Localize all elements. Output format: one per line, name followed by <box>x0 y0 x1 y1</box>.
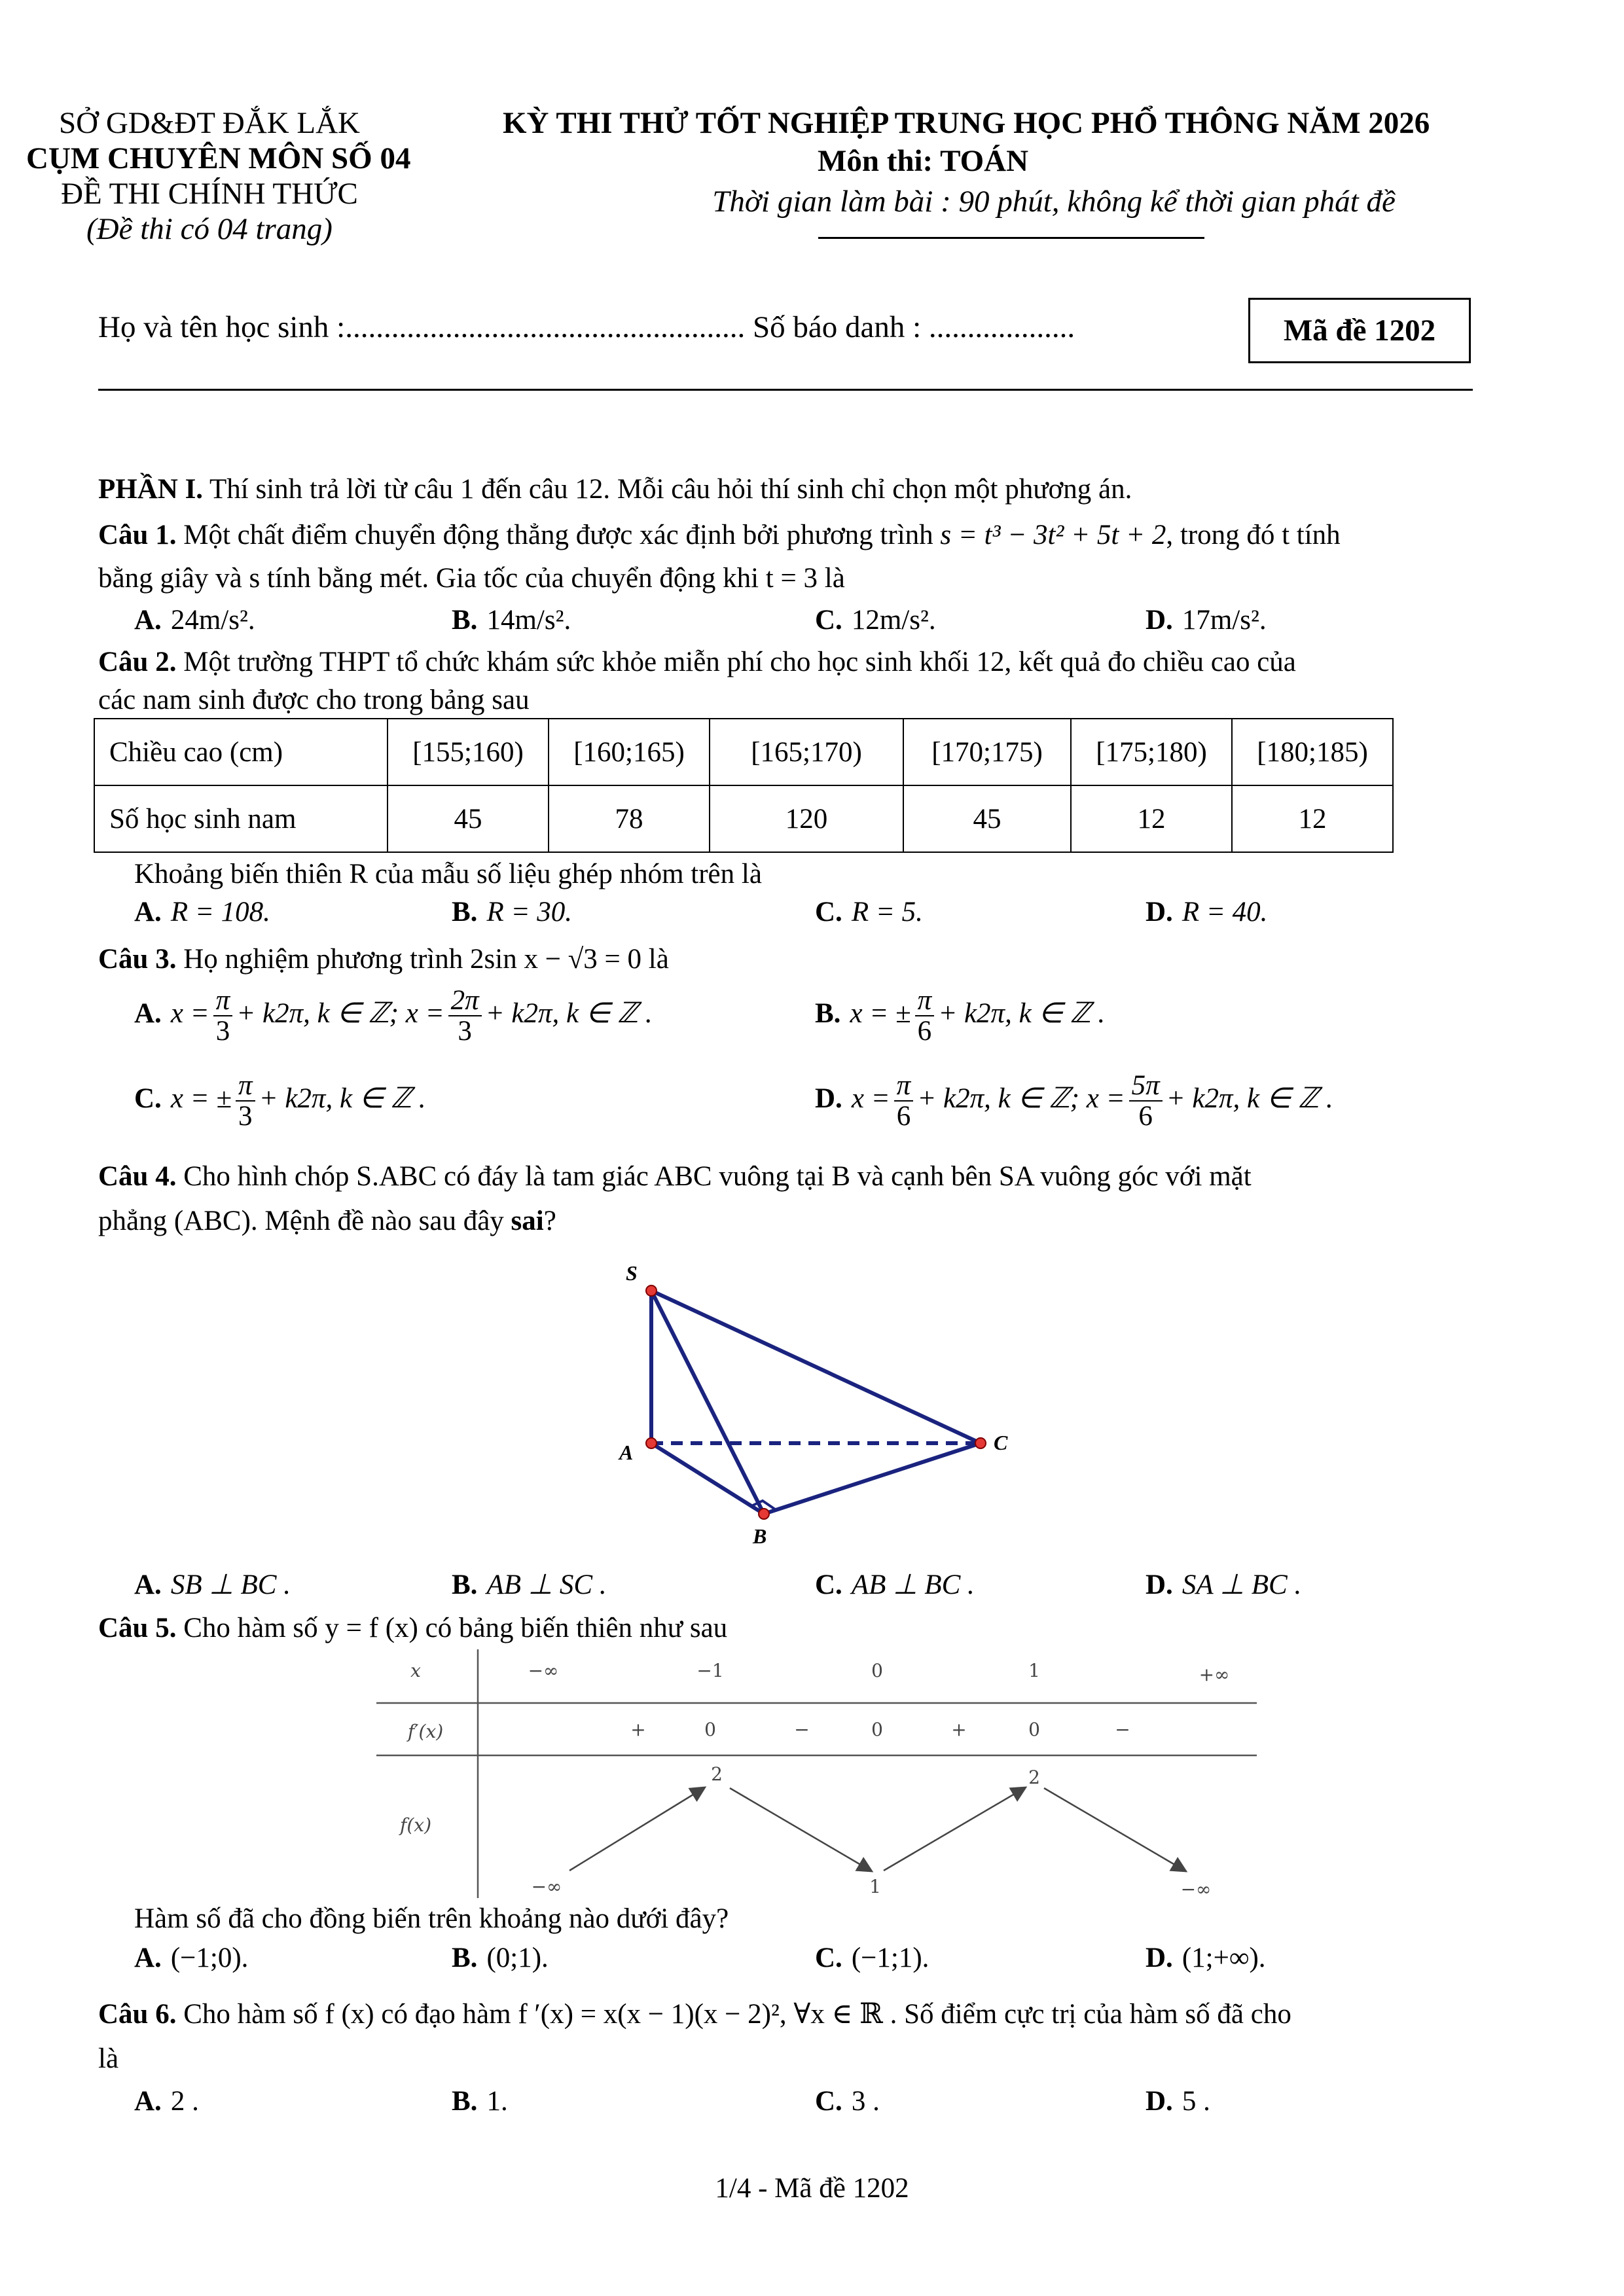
q2-label: Câu 2. <box>98 647 177 677</box>
title-underline <box>818 237 1204 239</box>
q6-option-a-text: 2 . <box>170 2086 199 2117</box>
page-footer: 1/4 - Mã đề 1202 <box>715 2173 909 2204</box>
point-c <box>975 1438 986 1448</box>
q3-option-b[interactable]: B. x = ± $\frac{\pi}{6}$ + k2π, k ∈ ℤ . <box>815 985 1106 1047</box>
q5-option-b[interactable]: B. (0;1). <box>452 1943 549 1973</box>
vt-f-bottom: 1 <box>869 1876 881 1897</box>
header-divider <box>98 389 1473 391</box>
fraction-denominator: 6 <box>1138 1101 1153 1132</box>
fraction-numerator: 5π <box>1129 1071 1163 1102</box>
q2-option-d[interactable]: D. R = 40. <box>1146 897 1268 927</box>
label-b: B <box>753 1524 767 1548</box>
fraction-denominator: 6 <box>896 1101 911 1132</box>
q3-a-mid: + k2π, k ∈ ℤ; x = <box>236 998 444 1030</box>
part1-heading: PHẦN I. <box>98 474 204 505</box>
table-row <box>94 719 1393 785</box>
table-cell: 12 <box>1232 785 1393 852</box>
subject-label: Môn thi: TOÁN <box>817 144 1029 178</box>
table-header-count: Số học sinh nam <box>94 785 388 852</box>
variation-table <box>376 1649 1257 1898</box>
q6-option-a[interactable]: A. 2 . <box>134 2086 199 2117</box>
vt-sign: − <box>1115 1719 1130 1740</box>
q2-option-d-text: R = 40. <box>1182 897 1268 927</box>
edge-bc <box>764 1443 981 1514</box>
q2-option-a-text: R = 108. <box>170 897 270 927</box>
q4-line2-a: phẳng (ABC). Mệnh đề nào sau đây <box>98 1206 511 1236</box>
vt-fprime-label: f′(x) <box>407 1721 444 1742</box>
fraction-numerator: π <box>915 986 935 1016</box>
table-cell: 45 <box>388 785 549 852</box>
q1-option-b-text: 14m/s². <box>486 605 571 636</box>
q5-option-b-text: (0;1). <box>486 1943 549 1973</box>
q4-line2 <box>98 1204 556 1238</box>
q4-option-a[interactable]: A. SB ⊥ BC . <box>134 1570 291 1600</box>
q5-option-c[interactable]: C. (−1;1). <box>815 1943 929 1973</box>
q4-option-b-text: AB ⊥ SC . <box>486 1570 607 1600</box>
q3-a-pre: x = <box>170 998 209 1030</box>
q3-c-pre: x = ± <box>170 1083 232 1115</box>
q6-label: Câu 6. <box>98 1999 177 2030</box>
vt-arrow-up <box>884 1788 1024 1871</box>
q6-option-d-text: 5 . <box>1182 2086 1210 2117</box>
q1-label: Câu 1. <box>98 520 177 550</box>
q3-d-mid: + k2π, k ∈ ℤ; x = <box>917 1083 1125 1115</box>
q3-text: Họ nghiệm phương trình 2sin x − √3 = 0 là <box>176 944 669 975</box>
q1-option-c-text: 12m/s². <box>851 605 936 636</box>
vt-f-top: 2 <box>711 1763 723 1785</box>
q4-option-d-text: SA ⊥ BC . <box>1182 1570 1302 1600</box>
q1-option-b[interactable]: B. 14m/s². <box>452 605 571 636</box>
q5-option-d-text: (1;+∞). <box>1182 1943 1266 1973</box>
q1-equation: s = t³ − 3t² + 5t + 2 <box>940 520 1166 550</box>
q5-option-c-text: (−1;1). <box>851 1943 929 1973</box>
q5-option-a-text: (−1;0). <box>170 1943 249 1973</box>
q2-option-c-text: R = 5. <box>851 897 923 927</box>
vt-arrow-down <box>1044 1788 1185 1871</box>
q1-line1 <box>98 518 1341 552</box>
q4-line2-bold: sai <box>511 1206 544 1236</box>
vt-x-value: −∞ <box>528 1660 559 1681</box>
q6-option-c[interactable]: C. 3 . <box>815 2086 880 2117</box>
q4-text: Cho hình chóp S.ABC có đáy là tam giác ABC vuông tại B và cạnh bên SA vuông góc với mặt <box>176 1161 1252 1192</box>
q3-c-post: + k2π, k ∈ ℤ . <box>259 1083 426 1115</box>
student-info-line: Họ và tên học sinh :.................................................... Số báo danh : ................... <box>98 310 1075 344</box>
q3-line1 <box>98 942 669 977</box>
fraction-numerator: π <box>236 1071 255 1102</box>
q3-option-d[interactable]: D. x = $\frac{\pi}{6}$ + k2π, k ∈ ℤ; x = $\frac{5\pi}{6}$ + k2π, k ∈ ℤ . <box>815 1070 1333 1132</box>
q4-option-c[interactable]: C. AB ⊥ BC . <box>815 1570 975 1600</box>
q2-option-c[interactable]: C. R = 5. <box>815 897 923 927</box>
q4-option-c-text: AB ⊥ BC . <box>851 1570 975 1600</box>
q1-option-a[interactable]: A. 24m/s². <box>134 605 255 636</box>
q5-after-text: Hàm số đã cho đồng biến trên khoảng nào dưới đây? <box>134 1903 729 1934</box>
vt-x-value: +∞ <box>1199 1664 1230 1685</box>
q5-text: Cho hàm số y = f (x) có bảng biến thiên như sau <box>176 1613 728 1643</box>
vt-f-bottom: −∞ <box>1180 1878 1212 1898</box>
fraction-denominator: 3 <box>215 1016 230 1047</box>
q1-option-a-text: 24m/s². <box>170 605 255 636</box>
q1-option-d[interactable]: D. 17m/s². <box>1146 605 1267 636</box>
q2-after-text: Khoảng biến thiên R của mẫu số liệu ghép nhóm trên là <box>134 859 762 889</box>
q1-text-b: , trong đó t tính <box>1166 520 1341 550</box>
fraction-denominator: 3 <box>238 1101 253 1132</box>
q2-line1 <box>98 645 1296 679</box>
point-s <box>646 1285 657 1296</box>
q4-option-a-text: SB ⊥ BC . <box>170 1570 291 1600</box>
q2-option-b-text: R = 30. <box>486 897 572 927</box>
table-cell: 78 <box>549 785 710 852</box>
q6-line2: là <box>98 2043 119 2074</box>
q1-line2: bằng giây và s tính bằng mét. Gia tốc của chuyển động khi t = 3 là <box>98 563 845 594</box>
table-cell: [160;165) <box>549 719 710 785</box>
q6-option-c-text: 3 . <box>851 2086 880 2117</box>
official-label: ĐỀ THI CHÍNH THỨC <box>61 177 358 211</box>
fraction-numerator: π <box>213 986 233 1016</box>
dept-name: SỞ GD&ĐT ĐẮK LẮK <box>59 106 360 140</box>
table-cell: [165;170) <box>710 719 903 785</box>
q5-option-d[interactable]: D. (1;+∞). <box>1146 1943 1266 1973</box>
table-cell: [155;160) <box>388 719 549 785</box>
q5-label: Câu 5. <box>98 1613 177 1643</box>
vt-sign: + <box>630 1719 646 1740</box>
q6-option-b-text: 1. <box>486 2086 508 2117</box>
point-a <box>646 1438 657 1448</box>
q3-option-c[interactable]: C. x = ± $\frac{\pi}{3}$ + k2π, k ∈ ℤ . <box>134 1070 426 1132</box>
q6-line1 <box>98 1998 1291 2032</box>
table-cell: 45 <box>903 785 1071 852</box>
pyramid-figure <box>589 1244 1047 1558</box>
vt-x-label: x <box>410 1660 421 1681</box>
q2-text: Một trường THPT tổ chức khám sức khỏe miễn phí cho học sinh khối 12, kết quả đo chiều cao của <box>176 647 1296 677</box>
vt-sign: 0 <box>871 1719 883 1740</box>
part1-instruction <box>98 473 1132 507</box>
exam-title: KỲ THI THỬ TỐT NGHIỆP TRUNG HỌC PHỔ THÔNG NĂM 2026 <box>503 106 1430 140</box>
fraction-numerator: 2π <box>448 986 482 1016</box>
height-frequency-table <box>94 718 1394 853</box>
q3-label: Câu 3. <box>98 944 177 975</box>
vt-sign: − <box>794 1719 810 1740</box>
vt-f-top: 2 <box>1028 1767 1040 1788</box>
q1-text-a: Một chất điểm chuyển động thẳng được xác định bởi phương trình <box>176 520 941 550</box>
vt-x-value: −1 <box>696 1660 724 1681</box>
vt-sign: 0 <box>704 1719 716 1740</box>
q3-d-post: + k2π, k ∈ ℤ . <box>1166 1083 1333 1115</box>
exam-code-box: Mã đề 1202 <box>1248 298 1471 363</box>
q1-option-d-text: 17m/s². <box>1182 605 1267 636</box>
q3-b-pre: x = ± <box>850 998 911 1030</box>
table-cell: 12 <box>1071 785 1232 852</box>
table-cell: [175;180) <box>1071 719 1232 785</box>
vt-x-value: 1 <box>1028 1660 1040 1681</box>
q3-a-post: + k2π, k ∈ ℤ . <box>485 998 653 1030</box>
q4-option-d[interactable]: D. SA ⊥ BC . <box>1146 1570 1302 1600</box>
vt-sign: 0 <box>1028 1719 1040 1740</box>
table-cell: 120 <box>710 785 903 852</box>
duration-text: Thời gian làm bài : 90 phút, không kể thời gian phát đề <box>712 185 1396 219</box>
table-cell: [180;185) <box>1232 719 1393 785</box>
q2-option-a[interactable]: A. R = 108. <box>134 897 270 927</box>
q3-d-pre: x = <box>851 1083 890 1115</box>
table-row <box>94 785 1393 852</box>
vt-sign: + <box>951 1719 967 1740</box>
table-cell: [170;175) <box>903 719 1071 785</box>
q6-option-b[interactable]: B. 1. <box>452 2086 508 2117</box>
label-c: C <box>994 1431 1008 1454</box>
q6-option-d[interactable]: D. 5 . <box>1146 2086 1210 2117</box>
q6-text: Cho hàm số f (x) có đạo hàm f ′(x) = x(x − 1)(x − 2)², ∀x ∈ ℝ . Số điểm cực trị của hàm số đã cho <box>176 1999 1291 2030</box>
label-s: S <box>626 1261 638 1285</box>
q3-option-a[interactable]: A. x = $\frac{\pi}{3}$ + k2π, k ∈ ℤ; x = $\frac{2\pi}{3}$ + k2π, k ∈ ℤ . <box>134 985 653 1047</box>
label-a: A <box>619 1441 634 1464</box>
q4-line1 <box>98 1160 1252 1194</box>
point-b <box>759 1509 769 1519</box>
fraction-numerator: π <box>894 1071 914 1102</box>
vt-x-value: 0 <box>871 1660 883 1681</box>
vt-arrow-up <box>569 1788 704 1871</box>
q4-label: Câu 4. <box>98 1161 177 1192</box>
q5-line1 <box>98 1611 727 1645</box>
table-header-height: Chiều cao (cm) <box>94 719 388 785</box>
vt-f-bottom: −∞ <box>531 1876 562 1897</box>
q1-option-c[interactable]: C. 12m/s². <box>815 605 936 636</box>
edge-sc <box>651 1291 981 1443</box>
fraction-denominator: 3 <box>458 1016 472 1047</box>
q2-line2: các nam sinh được cho trong bảng sau <box>98 685 530 715</box>
q4-option-b[interactable]: B. AB ⊥ SC . <box>452 1570 607 1600</box>
part1-text: Thí sinh trả lời từ câu 1 đến câu 12. Mỗi câu hỏi thí sinh chỉ chọn một phương án. <box>203 474 1132 505</box>
fraction-denominator: 6 <box>917 1016 932 1047</box>
q2-option-b[interactable]: B. R = 30. <box>452 897 572 927</box>
cluster-name: CỤM CHUYÊN MÔN SỐ 04 <box>26 141 411 175</box>
vt-arrow-down <box>730 1788 871 1871</box>
q5-option-a[interactable]: A. (−1;0). <box>134 1943 249 1973</box>
q4-line2-b: ? <box>543 1206 556 1236</box>
vt-f-label: f(x) <box>399 1814 432 1836</box>
q3-b-post: + k2π, k ∈ ℤ . <box>938 998 1106 1030</box>
page-count: (Đề thi có 04 trang) <box>86 212 333 246</box>
